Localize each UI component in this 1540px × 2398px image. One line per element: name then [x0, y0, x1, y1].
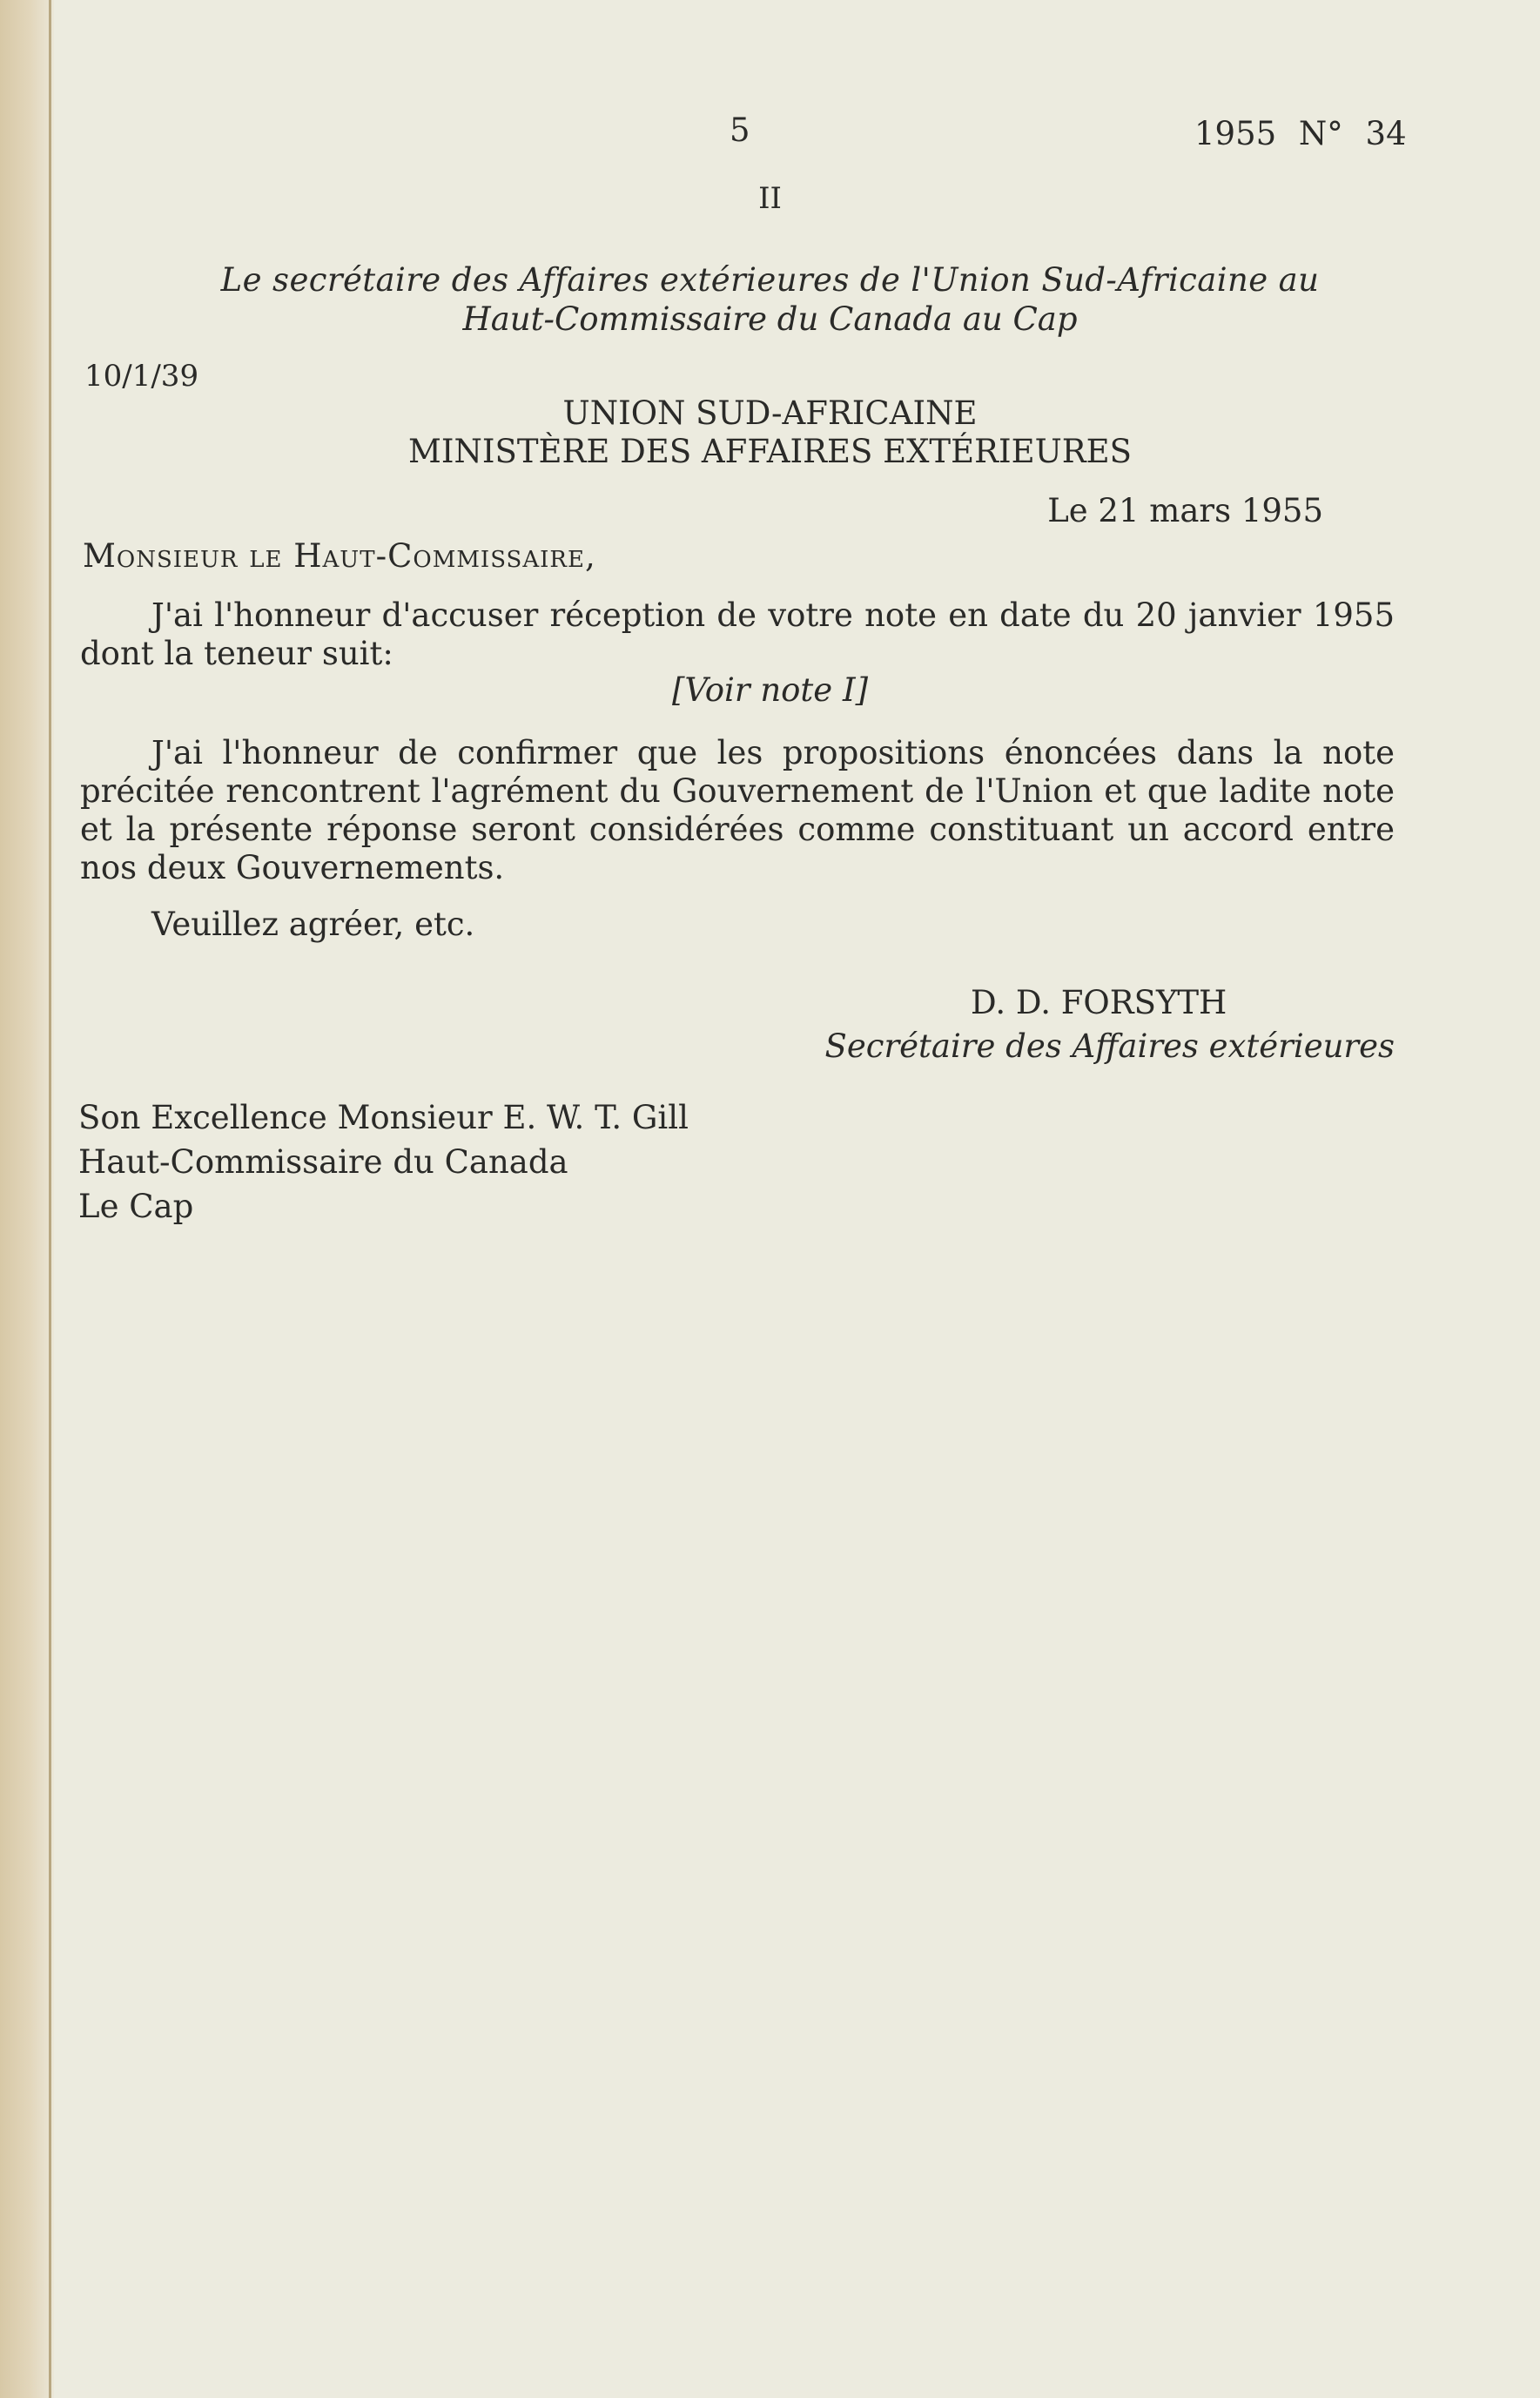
addressee-line-1: Son Excellence Monsieur E. W. T. Gill [78, 1099, 689, 1136]
paragraph-1-text: J'ai l'honneur d'accuser réception de votre note en date du 20 janvier 1955 dont la teneur suit: [80, 596, 1395, 672]
letter-date: Le 21 mars 1955 [1047, 492, 1323, 529]
signatory-title: Secrétaire des Affaires extérieures [824, 1027, 1395, 1065]
reference-number: 10/1/39 [84, 359, 199, 394]
letterhead-line-2: MINISTÈRE DES AFFAIRES EXTÉRIEURES [407, 433, 1133, 470]
signatory-name: D. D. FORSYTH [971, 984, 1227, 1021]
binding-line [49, 0, 51, 2398]
letterhead-line-1: UNION SUD-AFRICAINE [562, 394, 978, 432]
page-binding-edge [0, 0, 54, 2398]
year-number: 1955 N° 34 [1194, 115, 1407, 152]
paragraph-1 [80, 596, 1395, 673]
salutation: Monsieur le Haut-Commissaire, [83, 537, 596, 575]
heading-line-2: Haut-Commissaire du Canada au Cap [462, 300, 1078, 338]
paragraph-2-text: J'ai l'honneur de confirmer que les propositions énoncées dans la note précitée rencontrent l'agrément du Gouvernement de l'Union et que ladite note et la présente réponse seront considérées comme constituant un accord entre nos deux Gouvernements. [80, 734, 1395, 886]
heading-line-1: Le secrétaire des Affaires extérieures de l'Union Sud-Africaine au [220, 261, 1320, 299]
paragraph-2 [80, 734, 1395, 887]
section-number: II [758, 181, 782, 216]
closing-formula: Veuillez agréer, etc. [151, 906, 475, 943]
addressee-line-2: Haut-Commissaire du Canada [78, 1143, 568, 1181]
note-reference: [Voir note I] [672, 671, 868, 709]
page-number: 5 [730, 111, 750, 149]
addressee-line-3: Le Cap [78, 1188, 194, 1225]
